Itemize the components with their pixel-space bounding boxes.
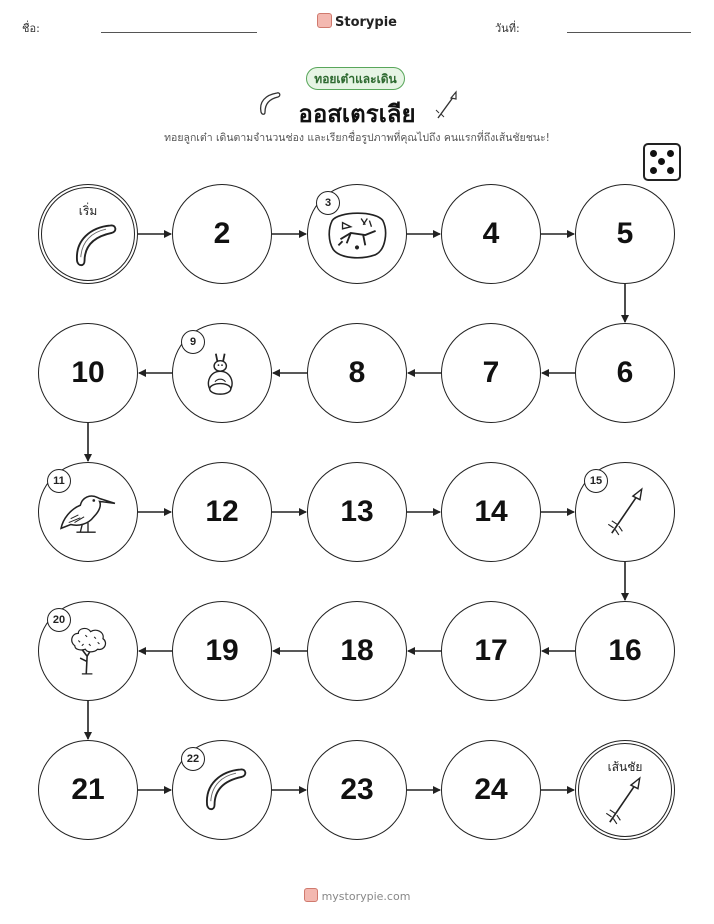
board-space-15: [575, 462, 675, 562]
board-space-25: [575, 740, 675, 840]
instructions-text: ทอยลูกเต๋า เดินตามจำนวนช่อง และเรียกชื่อรูปภาพที่คุณไปถึง คนแรกที่ถึงเส้นชัยชนะ!: [164, 132, 550, 144]
start-label: เริ่ม: [78, 204, 98, 218]
space-number-badge: 15: [584, 469, 608, 493]
space-number: 19: [205, 634, 239, 667]
board-space-20: [38, 601, 138, 701]
space-number: 8: [348, 356, 366, 389]
board-space-17: [441, 601, 541, 701]
space-number: 21: [71, 773, 105, 806]
kookaburra-icon: [57, 486, 119, 538]
space-number: 7: [482, 356, 500, 389]
board-space-16: [575, 601, 675, 701]
board-space-11: [38, 462, 138, 562]
board-space-4: [441, 184, 541, 284]
date-label: วันที่:: [495, 22, 520, 35]
storypie-footer-logo-icon: [304, 888, 318, 902]
tree-icon: [66, 624, 110, 678]
space-number: 12: [205, 495, 239, 528]
board-space-23: [307, 740, 407, 840]
rock-art-icon: [326, 208, 388, 260]
space-number: 24: [474, 773, 508, 806]
board-space-22: [172, 740, 272, 840]
space-number-badge: 9: [181, 330, 205, 354]
board-space-8: [307, 323, 407, 423]
space-number: 6: [616, 356, 634, 389]
board-space-24: [441, 740, 541, 840]
space-number: 14: [474, 495, 508, 528]
board-space-2: [172, 184, 272, 284]
name-label: ชื่อ:: [22, 22, 40, 35]
board-space-1: [38, 184, 138, 284]
footer-site: mystorypie.com: [321, 890, 411, 903]
space-number: 18: [340, 634, 374, 667]
space-number: 10: [71, 356, 105, 389]
brand-name: Storypie: [335, 15, 397, 30]
space-number-badge: 11: [47, 469, 71, 493]
page-title: ออสเตรเลีย: [298, 100, 416, 128]
board-space-7: [441, 323, 541, 423]
spear-icon: [601, 774, 645, 832]
space-number: 5: [616, 217, 634, 250]
boomerang-icon: [194, 762, 250, 818]
board-space-13: [307, 462, 407, 562]
finish-label: เส้นชัย: [607, 760, 643, 774]
board-space-12: [172, 462, 272, 562]
board-space-14: [441, 462, 541, 562]
space-number: 16: [608, 634, 642, 667]
game-type-pill: ทอยเต๋าและเดิน: [306, 67, 405, 90]
space-number-badge: 20: [47, 608, 71, 632]
footer: [0, 888, 714, 903]
spear-icon: [603, 485, 647, 539]
kangaroo-icon: [200, 346, 244, 400]
board-space-19: [172, 601, 272, 701]
space-number-badge: 3: [316, 191, 340, 215]
board-space-6: [575, 323, 675, 423]
space-number-badge: 22: [181, 747, 205, 771]
boomerang-icon: [64, 218, 120, 278]
board-space-9: [172, 323, 272, 423]
board-space-21: [38, 740, 138, 840]
board-space-10: [38, 323, 138, 423]
board-space-3: [307, 184, 407, 284]
space-number: 2: [213, 217, 231, 250]
space-number: 23: [340, 773, 374, 806]
board-space-18: [307, 601, 407, 701]
space-number: 4: [482, 217, 500, 250]
board-space-5: [575, 184, 675, 284]
space-number: 13: [340, 495, 374, 528]
space-number: 17: [474, 634, 508, 667]
